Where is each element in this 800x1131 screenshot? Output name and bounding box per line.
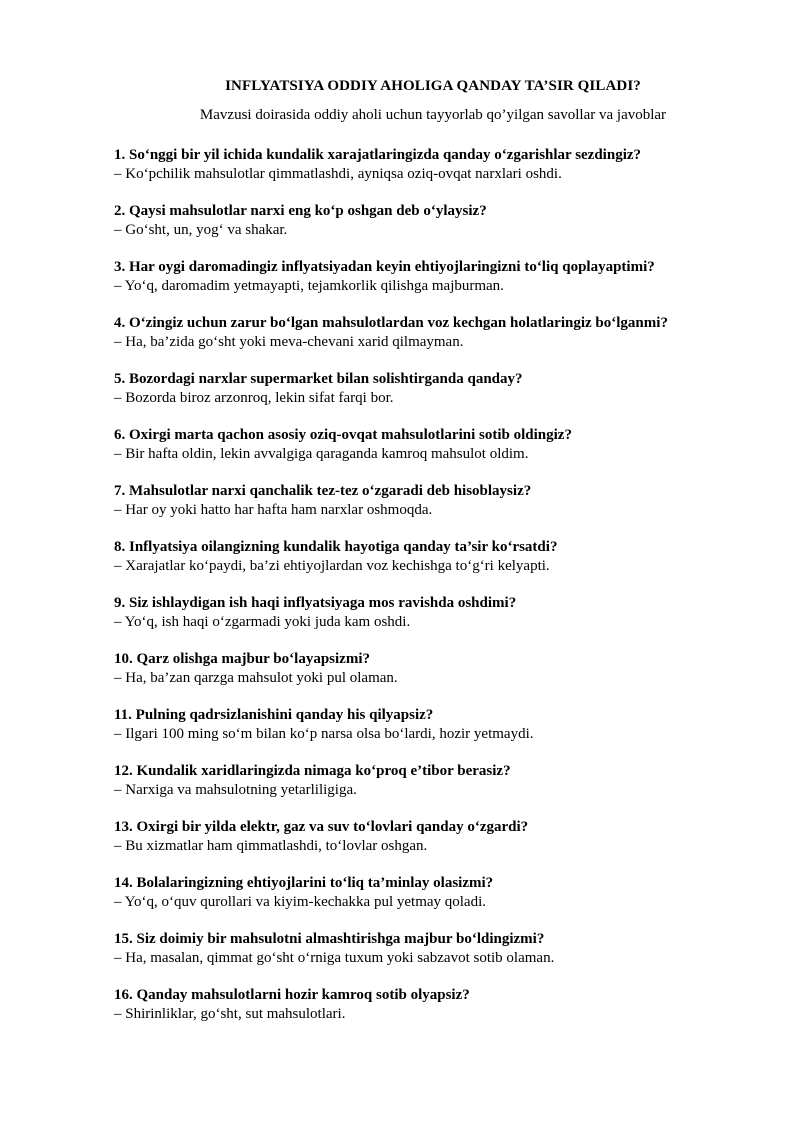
answer-7: – Har oy yoki hatto har hafta ham narxlar oshmoqda.: [114, 502, 433, 518]
qa-item-10: [114, 650, 774, 706]
qa-item-9: [114, 594, 774, 650]
question-11: 11. Pulning qadrsizlanishini qanday his qilyapsiz?: [114, 707, 434, 723]
answer-13: – Bu xizmatlar ham qimmatlashdi, to‘lovlar oshgan.: [114, 838, 428, 854]
answer-15: – Ha, masalan, qimmat go‘sht o‘rniga tuxum yoki sabzavot sotib olaman.: [114, 950, 555, 966]
qa-item-8: [114, 538, 774, 594]
document-title: INFLYATSIYA ODDIY AHOLIGA QANDAY TA’SIR QILADI?: [225, 78, 641, 94]
answer-14: – Yo‘q, o‘quv qurollari va kiyim-kechakka pul yetmay qoladi.: [114, 894, 487, 910]
qa-item-5: [114, 370, 774, 426]
answer-3: – Yo‘q, daromadim yetmayapti, tejamkorlik qilishga majburman.: [114, 278, 504, 294]
question-6: 6. Oxirgi marta qachon asosiy oziq-ovqat mahsulotlarini sotib oldingiz?: [114, 427, 572, 443]
qa-item-2: [114, 202, 774, 258]
qa-item-12: [114, 762, 774, 818]
qa-item-16: [114, 986, 774, 1042]
answer-12: – Narxiga va mahsulotning yetarliligiga.: [114, 782, 357, 798]
answer-2: – Go‘sht, un, yog‘ va shakar.: [114, 222, 288, 238]
qa-item-1: [114, 146, 774, 202]
answer-1: – Ko‘pchilik mahsulotlar qimmatlashdi, ayniqsa oziq-ovqat narxlari oshdi.: [114, 166, 562, 182]
qa-item-13: [114, 818, 774, 874]
question-5: 5. Bozordagi narxlar supermarket bilan solishtirganda qanday?: [114, 371, 523, 387]
question-8: 8. Inflyatsiya oilangizning kundalik hayotiga qanday ta’sir ko‘rsatdi?: [114, 539, 558, 555]
question-16: 16. Qanday mahsulotlarni hozir kamroq sotib olyapsiz?: [114, 987, 470, 1003]
answer-6: – Bir hafta oldin, lekin avvalgiga qaraganda kamroq mahsulot oldim.: [114, 446, 529, 462]
question-15: 15. Siz doimiy bir mahsulotni almashtirishga majbur bo‘ldingizmi?: [114, 931, 545, 947]
qa-item-4: [114, 314, 774, 370]
qa-item-14: [114, 874, 774, 930]
question-14: 14. Bolalaringizning ehtiyojlarini to‘liq ta’minlay olasizmi?: [114, 875, 494, 891]
answer-5: – Bozorda biroz arzonroq, lekin sifat farqi bor.: [114, 390, 394, 406]
answer-16: – Shirinliklar, go‘sht, sut mahsulotlari.: [114, 1006, 346, 1022]
question-9: 9. Siz ishlaydigan ish haqi inflyatsiyaga mos ravishda oshdimi?: [114, 595, 517, 611]
qa-item-6: [114, 426, 774, 482]
qa-item-3: [114, 258, 774, 314]
qa-item-15: [114, 930, 774, 986]
question-13: 13. Oxirgi bir yilda elektr, gaz va suv to‘lovlari qanday o‘zgardi?: [114, 819, 529, 835]
question-12: 12. Kundalik xaridlaringizda nimaga ko‘proq e’tibor berasiz?: [114, 763, 511, 779]
answer-9: – Yo‘q, ish haqi o‘zgarmadi yoki juda kam oshdi.: [114, 614, 411, 630]
question-1: 1. So‘nggi bir yil ichida kundalik xarajatlaringizda qanday o‘zgarishlar sezdingiz?: [114, 147, 642, 163]
answer-4: – Ha, ba’zida go‘sht yoki meva-chevani xarid qilmayman.: [114, 334, 464, 350]
question-7: 7. Mahsulotlar narxi qanchalik tez-tez o‘zgaradi deb hisoblaysiz?: [114, 483, 532, 499]
question-10: 10. Qarz olishga majbur bo‘layapsizmi?: [114, 651, 370, 667]
answer-10: – Ha, ba’zan qarzga mahsulot yoki pul olaman.: [114, 670, 398, 686]
question-2: 2. Qaysi mahsulotlar narxi eng ko‘p oshgan deb o‘ylaysiz?: [114, 203, 487, 219]
qa-item-11: [114, 706, 774, 762]
answer-11: – Ilgari 100 ming so‘m bilan ko‘p narsa olsa bo‘lardi, hozir yetmaydi.: [114, 726, 534, 742]
question-3: 3. Har oygi daromadingiz inflyatsiyadan keyin ehtiyojlaringizni to‘liq qoplayaptimi?: [114, 259, 655, 275]
answer-8: – Xarajatlar ko‘paydi, ba’zi ehtiyojlardan voz kechishga to‘g‘ri kelyapti.: [114, 558, 550, 574]
qa-list: [114, 146, 774, 1042]
question-4: 4. O‘zingiz uchun zarur bo‘lgan mahsulotlardan voz kechgan holatlaringiz bo‘lganmi?: [114, 315, 668, 331]
document-subtitle: Mavzusi doirasida oddiy aholi uchun tayyorlab qo’yilgan savollar va javoblar: [199, 107, 667, 123]
qa-item-7: [114, 482, 774, 538]
